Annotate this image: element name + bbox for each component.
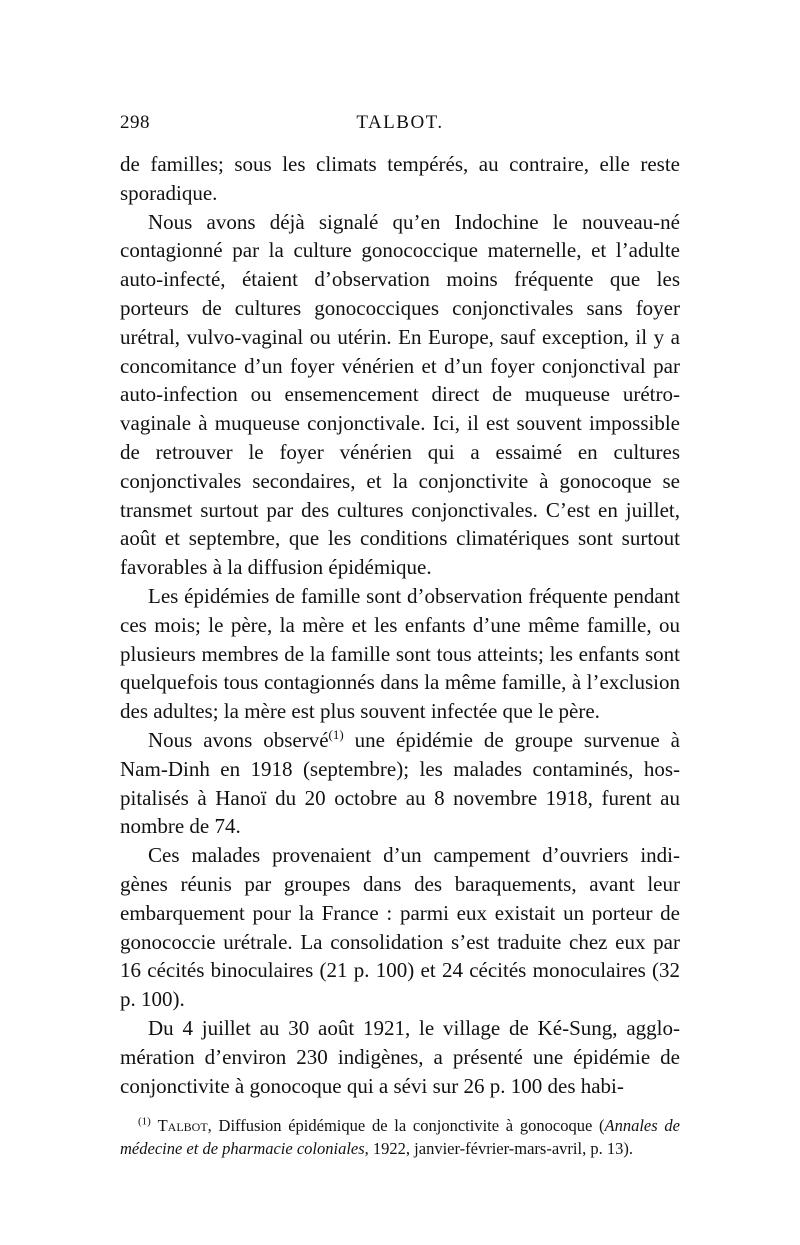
paragraph-1: de familles; sous les climats tempérés, au contraire, elle reste sporadique. (120, 152, 680, 205)
paragraph-3: Les épidémies de famille sont d’observation fréquente pendant ces mois; le père, la mère et les enfants d’une même famille, ou plusieurs membres de la famille sont tous atteints; les enfants sont quelquefois tous contagionnés dans la même famille, à l’exclusion des adultes; la mère est plus souvent infectée que le père. (120, 583, 680, 724)
footnote-author: Talbot (157, 1116, 208, 1136)
paragraph-6: Du 4 juillet au 30 août 1921, le village de Ké-Sung, agglomération d’environ 230 indigènes, a présenté une épidémie de conjonctivite à gonocoque qui a sévi sur 26 p. 100 des habi- (120, 1015, 680, 1098)
footnote (120, 1114, 680, 1160)
footnote-mark: (1) (138, 1115, 151, 1128)
footnote-text-end: , 1922, janvier-février-mars-avril, p. 13). (364, 1139, 633, 1159)
running-title: TALBOT. (356, 112, 444, 133)
footnote-text-start: , Diffusion épidémique de la conjonctivite à gonocoque ( (207, 1116, 605, 1136)
body-text (120, 150, 680, 1100)
footnote-reference: (1) (328, 726, 344, 742)
running-head (120, 112, 680, 142)
paragraph-4-rest: une épidémie de groupe survenue à Nam-Dinh en 1918 (septembre); les malades contaminés, hospitalisés à Hanoï du 20 octobre au 8 novembre 1918, furent au nombre de 74. (120, 727, 680, 839)
paragraph-4 (120, 726, 680, 841)
paragraph-4-start: Nous avons observé (148, 727, 329, 752)
page-number: 298 (120, 112, 150, 133)
paragraph-2: Nous avons déjà signalé qu’en Indochine le nouveau-né contagionné par la culture gonococcique maternelle, et l’adulte auto-infecté, étaient d’observation moins fréquente que les porteurs de cultures gonococciques conjonctivales sans foyer urétral, vulvo-vaginal ou utérin. En Europe, sauf exception, il y a concomitance d’un foyer vénérien et d’un foyer conjonctival par auto-infection ou ensemencement direct de muqueuse urétro-vaginale à muqueuse conjonctivale. Ici, il est souvent impossible de retrouver le foyer vénérien qui a essaimé en cultures conjonctivales secondaires, et la conjonctivite à gonocoque se transmet surtout par des cultures conjonctivales. C’est en juillet, août et septembre, que les conditions climatériques sont surtout favorables à la diffusion épidémique. (120, 209, 680, 580)
paragraph-5: Ces malades provenaient d’un campement d’ouvriers indigènes réunis par groupes dans des baraquements, avant leur embarquement pour la France : parmi eux existait un porteur de gonococcie urétrale. La consolidation s’est traduite chez eux par 16 cécités binoculaires (21 p. 100) et 24 cécités monoculaires (32 p. 100). (120, 843, 680, 1012)
footnote-journal: Annales de médecine et de pharmacie coloniales (120, 1116, 680, 1159)
page (120, 112, 680, 1160)
